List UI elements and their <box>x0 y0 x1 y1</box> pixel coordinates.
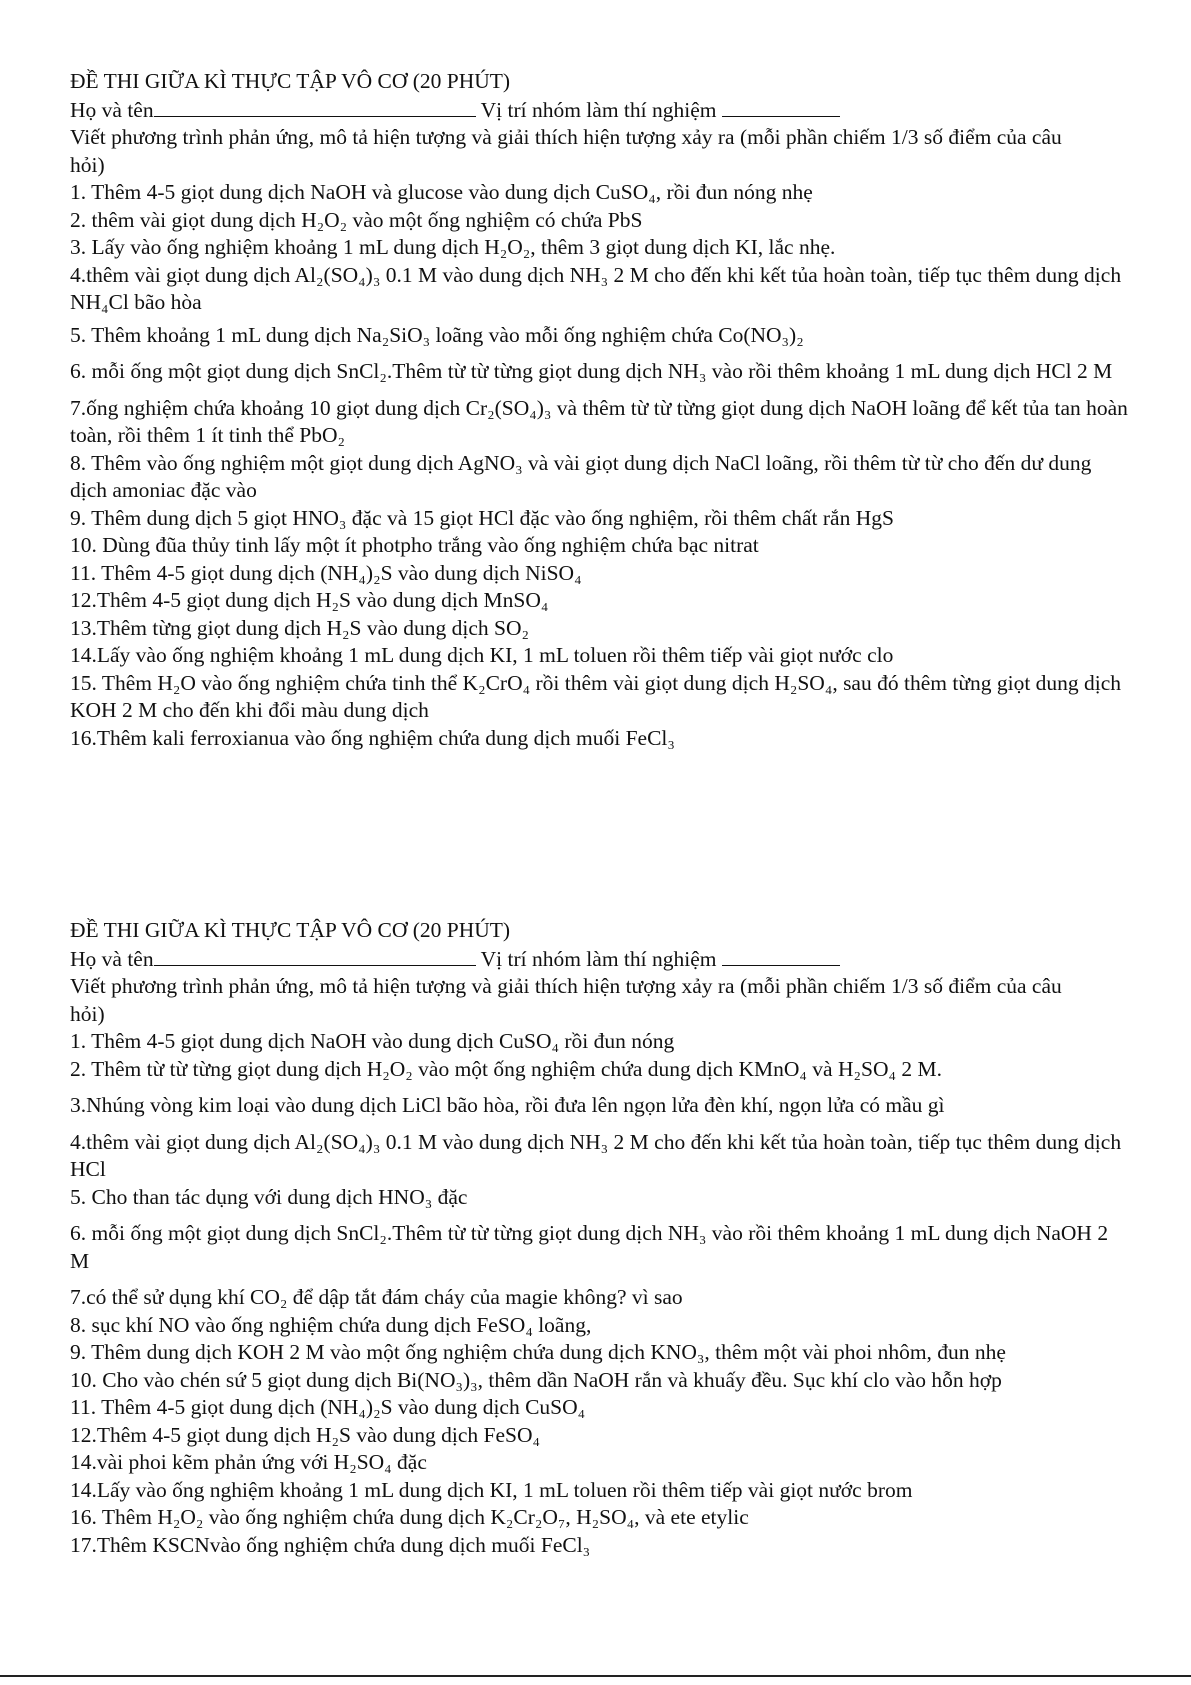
question: 7.có thể sử dụng khí CO₂ để dập tắt đám cháy của magie không? vì sao <box>70 1285 683 1309</box>
name-label: Họ và tên <box>70 97 154 122</box>
question: 5. Thêm khoảng 1 mL dung dịch Na₂SiO₃ loãng vào mỗi ống nghiệm chứa Co(NO₃)₂ <box>70 322 804 347</box>
question: 11. Thêm 4-5 giọt dung dịch (NH₄)₂S vào dung dịch NiSO₄ <box>70 560 582 585</box>
exam-sheet-2 <box>70 917 1150 1559</box>
question: 7.ống nghiệm chứa khoảng 10 giọt dung dịch Cr₂(SO₄)₃ và thêm từ từ từng giọt dung dịch NaOH loãng để kết tủa tan hoàn toàn, rồi thêm 1 ít tinh thể PbO₂ <box>70 395 1128 447</box>
question: 16.Thêm kali ferroxianua vào ống nghiệm chứa dung dịch muối FeCl₃ <box>70 725 675 750</box>
group-position-label: Vị trí nhóm làm thí nghiệm <box>480 97 717 122</box>
question: 14.Lấy vào ống nghiệm khoảng 1 mL dung dịch KI, 1 mL toluen rồi thêm tiếp vài giọt nước brom <box>70 1477 913 1502</box>
question: 12.Thêm 4-5 giọt dung dịch H₂S vào dung dịch MnSO₄ <box>70 588 549 612</box>
question: 2. thêm vài giọt dung dịch H₂O₂ vào một ống nghiệm có chứa PbS <box>70 207 643 232</box>
question: 2. Thêm từ từ từng giọt dung dịch H₂O₂ vào một ống nghiệm chứa dung dịch KMnO₄ và H₂SO₄ 2 M. <box>70 1056 942 1081</box>
student-info-row <box>70 945 1150 974</box>
exam-title: ĐỀ THI GIỮA KÌ THỰC TẬP VÔ CƠ (20 PHÚT) <box>70 918 511 942</box>
name-blank[interactable] <box>154 96 476 117</box>
question: 4.thêm vài giọt dung dịch Al₂(SO₄)₃ 0.1 M vào dung dịch NH₃ 2 M cho đến khi kết tủa hoàn toàn, tiếp tục thêm dung dịch NH₄Cl bão hòa <box>70 262 1122 314</box>
group-position-blank[interactable] <box>722 96 840 117</box>
question: 16. Thêm H₂O₂ vào ống nghiệm chứa dung dịch K₂Cr₂O₇, H₂SO₄, và ete etylic <box>70 1505 749 1529</box>
question: 12.Thêm 4-5 giọt dung dịch H₂S vào dung dịch FeSO₄ <box>70 1422 541 1447</box>
question: 11. Thêm 4-5 giọt dung dịch (NH₄)₂S vào dung dịch CuSO₄ <box>70 1395 586 1419</box>
question: 13.Thêm từng giọt dung dịch H₂S vào dung dịch SO₂ <box>70 615 530 640</box>
student-info-row <box>70 96 1150 125</box>
question: 5. Cho than tác dụng với dung dịch HNO₃ đặc <box>70 1184 468 1209</box>
exam-title: ĐỀ THI GIỮA KÌ THỰC TẬP VÔ CƠ (20 PHÚT) <box>70 69 511 93</box>
exam-sheet-1 <box>70 68 1150 752</box>
question: 14.Lấy vào ống nghiệm khoảng 1 mL dung dịch KI, 1 mL toluen rồi thêm tiếp vài giọt nước clo <box>70 643 894 667</box>
question: 3. Lấy vào ống nghiệm khoảng 1 mL dung dịch H₂O₂, thêm 3 giọt dung dịch KI, lắc nhẹ. <box>70 235 836 259</box>
question: 4.thêm vài giọt dung dịch Al₂(SO₄)₃ 0.1 M vào dung dịch NH₃ 2 M cho đến khi kết tủa hoàn toàn, tiếp tục thêm dung dịch HCl <box>70 1129 1122 1181</box>
instruction: Viết phương trình phản ứng, mô tả hiện tượng và giải thích hiện tượng xảy ra (mỗi phần chiếm 1/3 số điểm của câu hỏi) <box>70 974 1062 1026</box>
question: 10. Cho vào chén sứ 5 giọt dung dịch Bi(NO₃)₃, thêm dần NaOH rắn và khuấy đều. Sục khí clo vào hỗn hợp <box>70 1367 1002 1392</box>
group-position-blank[interactable] <box>722 945 840 966</box>
question: 1. Thêm 4-5 giọt dung dịch NaOH và glucose vào dung dịch CuSO₄, rồi đun nóng nhẹ <box>70 180 813 204</box>
name-blank[interactable] <box>154 945 476 966</box>
question: 8. Thêm vào ống nghiệm một giọt dung dịch AgNO₃ và vài giọt dung dịch NaCl loãng, rồi thêm từ từ cho đến dư dung dịch amoniac đặc vào <box>70 450 1092 502</box>
question: 1. Thêm 4-5 giọt dung dịch NaOH vào dung dịch CuSO₄ rồi đun nóng <box>70 1029 675 1053</box>
page-bottom-rule <box>0 1675 1191 1677</box>
question: 8. sục khí NO vào ống nghiệm chứa dung dịch FeSO₄ loãng, <box>70 1312 592 1337</box>
question: 17.Thêm KSCNvào ống nghiệm chứa dung dịch muối FeCl₃ <box>70 1532 591 1557</box>
group-position-label: Vị trí nhóm làm thí nghiệm <box>480 946 717 971</box>
name-label: Họ và tên <box>70 946 154 971</box>
question: 15. Thêm H₂O vào ống nghiệm chứa tinh thể K₂CrO₄ rồi thêm vài giọt dung dịch H₂SO₄, sau đó thêm từng giọt dung dịch KOH 2 M cho đến khi đổi màu dung dịch <box>70 670 1122 722</box>
question: 10. Dùng đũa thủy tinh lấy một ít photpho trắng vào ống nghiệm chứa bạc nitrat <box>70 533 759 557</box>
question: 14.vài phoi kẽm phản ứng với H₂SO₄ đặc <box>70 1450 427 1474</box>
instruction: Viết phương trình phản ứng, mô tả hiện tượng và giải thích hiện tượng xảy ra (mỗi phần chiếm 1/3 số điểm của câu hỏi) <box>70 125 1062 177</box>
question: 6. mỗi ống một giọt dung dịch SnCl₂.Thêm từ từ từng giọt dung dịch NH₃ vào rồi thêm khoảng 1 mL dung dịch NaOH 2 M <box>70 1221 1109 1273</box>
question: 9. Thêm dung dịch 5 giọt HNO₃ đặc và 15 giọt HCl đặc vào ống nghiệm, rồi thêm chất rắn HgS <box>70 505 894 530</box>
question: 6. mỗi ống một giọt dung dịch SnCl₂.Thêm từ từ từng giọt dung dịch NH₃ vào rồi thêm khoảng 1 mL dung dịch HCl 2 M <box>70 359 1113 383</box>
question: 9. Thêm dung dịch KOH 2 M vào một ống nghiệm chứa dung dịch KNO₃, thêm một vài phoi nhôm, đun nhẹ <box>70 1340 1006 1364</box>
question: 3.Nhúng vòng kim loại vào dung dịch LiCl bão hòa, rồi đưa lên ngọn lửa đèn khí, ngọn lửa có mầu gì <box>70 1093 945 1117</box>
